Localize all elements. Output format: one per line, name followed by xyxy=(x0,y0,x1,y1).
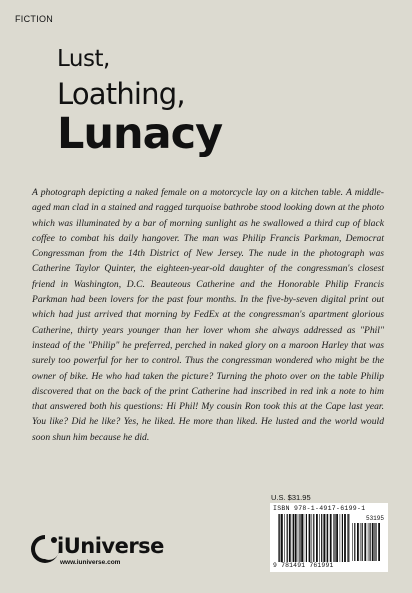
back-cover-blurb: A photograph depicting a naked female on a motorcycle lay on a kitchen table. A middle-aged man clad in a stained and ragged turquoise bathrobe stood looking down at the photo which was illuminated by a bar of morning sunlight as he swallowed a third cup of black coffee to combat his daily hangover. The man was Philip Francis Parkman, Democrat Congressman from the 14th District of New Jersey. The nude in the photograph was Catherine Taylor Quinter, the eighteen-year-old daughter of the congressman's closest friend in Washington, D.C. Beauteous Catherine and the Honorable Philip Francis Parkman had been lovers for the past four months. In the five-by-seven digital print out which had just arrived that morning by FedEx at the congressman's apartment glorious Catherine, thirty years younger than her lover whom she always addressed as "Phil" instead of the "Philip" he preferred, perched in naked glory on a maroon Harley that was surely too powerful for her to control. Thus the congressman wondered who might be the owner of bike. He who had taken the picture? Turning the photo over on the table Philip discovered that on the back of the print Catherine had inscribed in red ink a note to him that answered both his questions: Hi Phil! My cousin Ron took this at the Cape last year. You like? Did he like? Yes, he liked. He more than liked. He lusted and the world would soon shun him because he did. xyxy=(32,187,384,443)
title-line-3: Lunacy xyxy=(57,109,223,159)
price-code-text: 53195 xyxy=(365,515,384,522)
title-line-1: Lust, xyxy=(57,46,110,72)
genre-label: FICTION xyxy=(15,14,54,24)
barcode-main-bars xyxy=(278,514,350,562)
publisher-name: iUniverse xyxy=(57,534,164,558)
barcode-addon-bars xyxy=(352,523,382,561)
barcode-digits: 9 781491 761991 xyxy=(273,562,334,569)
barcode-panel xyxy=(270,503,388,572)
price-label: U.S. $31.95 xyxy=(271,493,311,502)
title-line-2: Loathing, xyxy=(57,77,185,111)
publisher-url: www.iuniverse.com xyxy=(60,559,121,566)
isbn-text: ISBN 978-1-4917-6199-1 xyxy=(273,505,366,512)
book-title xyxy=(57,46,223,159)
